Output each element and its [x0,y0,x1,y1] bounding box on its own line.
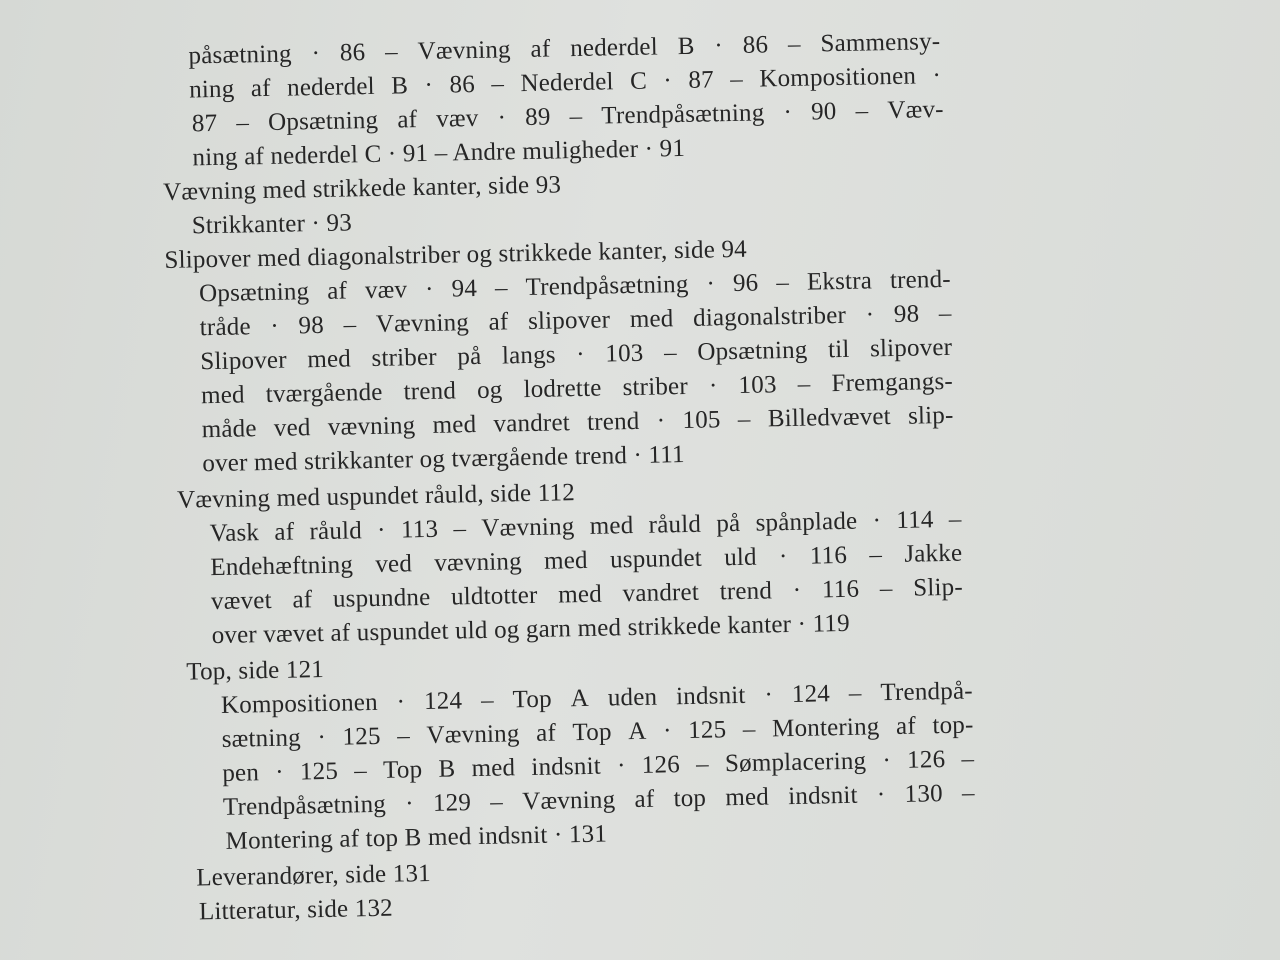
toc-entry-line: pen · 125 – Top B med indsnit · 126 – Sømplacering · 126 – [222,745,975,787]
toc-entry-line: Trendpåsætning · 129 – Vævning af top med indsnit · 130 – [222,779,975,821]
toc-entry-line: med tværgående trend og lodrette striber · 103 – Fremgangs- [200,367,954,410]
toc-entry-line: Slipover med striber på langs · 103 – Opsætning til slipover [200,333,953,376]
toc-entry-line: over vævet af uspundet uld og garn med strikkede kanter · 119 [211,609,851,650]
toc-entry-line: måde ved vævning med vandret trend · 105 – Billedvævet slip- [201,401,954,444]
toc-entry-line: sætning · 125 – Vævning af Top A · 125 – Montering af top- [221,711,974,753]
toc-chapter-heading: Leverandører, side 131 [196,859,432,892]
toc-entry-line: tråde · 98 – Vævning af slipover med diagonalstriber · 98 – [199,299,952,342]
toc-entry-line: 87 – Opsætning af væv · 89 – Trendpåsætning · 90 – Væv- [191,95,944,138]
toc-entry-line: vævet af uspundne uldtotter med vandret trend · 116 – Slip- [210,573,964,616]
toc-chapter-heading: Vævning med uspundet råuld, side 112 [176,479,576,514]
toc-entry-line: Montering af top B med indsnit · 131 [225,820,608,855]
toc-entry-line: Opsætning af væv · 94 – Trendpåsætning · 96 – Ekstra trend- [198,265,952,308]
toc-entry-line: over med strikkanter og tværgående trend · 111 [202,441,685,478]
toc-chapter-heading: Vævning med strikkede kanter, side 93 [162,171,562,206]
toc-entry-line: ning af nederdel C · 91 – Andre muligheder · 91 [192,134,686,172]
toc-chapter-heading: Slipover med diagonalstriber og strikkede kanter, side 94 [164,235,748,274]
table-of-contents [160,13,975,926]
toc-entry-line: Kompositionen · 124 – Top A uden indsnit · 124 – Trendpå- [220,677,974,719]
toc-entry-line: Vask af råuld · 113 – Vævning med råuld på spånplade · 114 – [209,505,962,548]
toc-entry-line: ning af nederdel B · 86 – Nederdel C · 87 – Kompositionen · [188,62,942,104]
toc-entry-line: Endehæftning ved vævning med uspundet uld · 116 – Jakke [210,539,963,582]
toc-chapter-heading: Top, side 121 [186,655,325,686]
toc-chapter-heading: Litteratur, side 132 [198,894,394,926]
toc-entry-line: Strikkanter · 93 [191,209,353,240]
toc-entry-line: påsætning · 86 – Vævning af nederdel B · 86 – Sammensy- [188,28,941,70]
